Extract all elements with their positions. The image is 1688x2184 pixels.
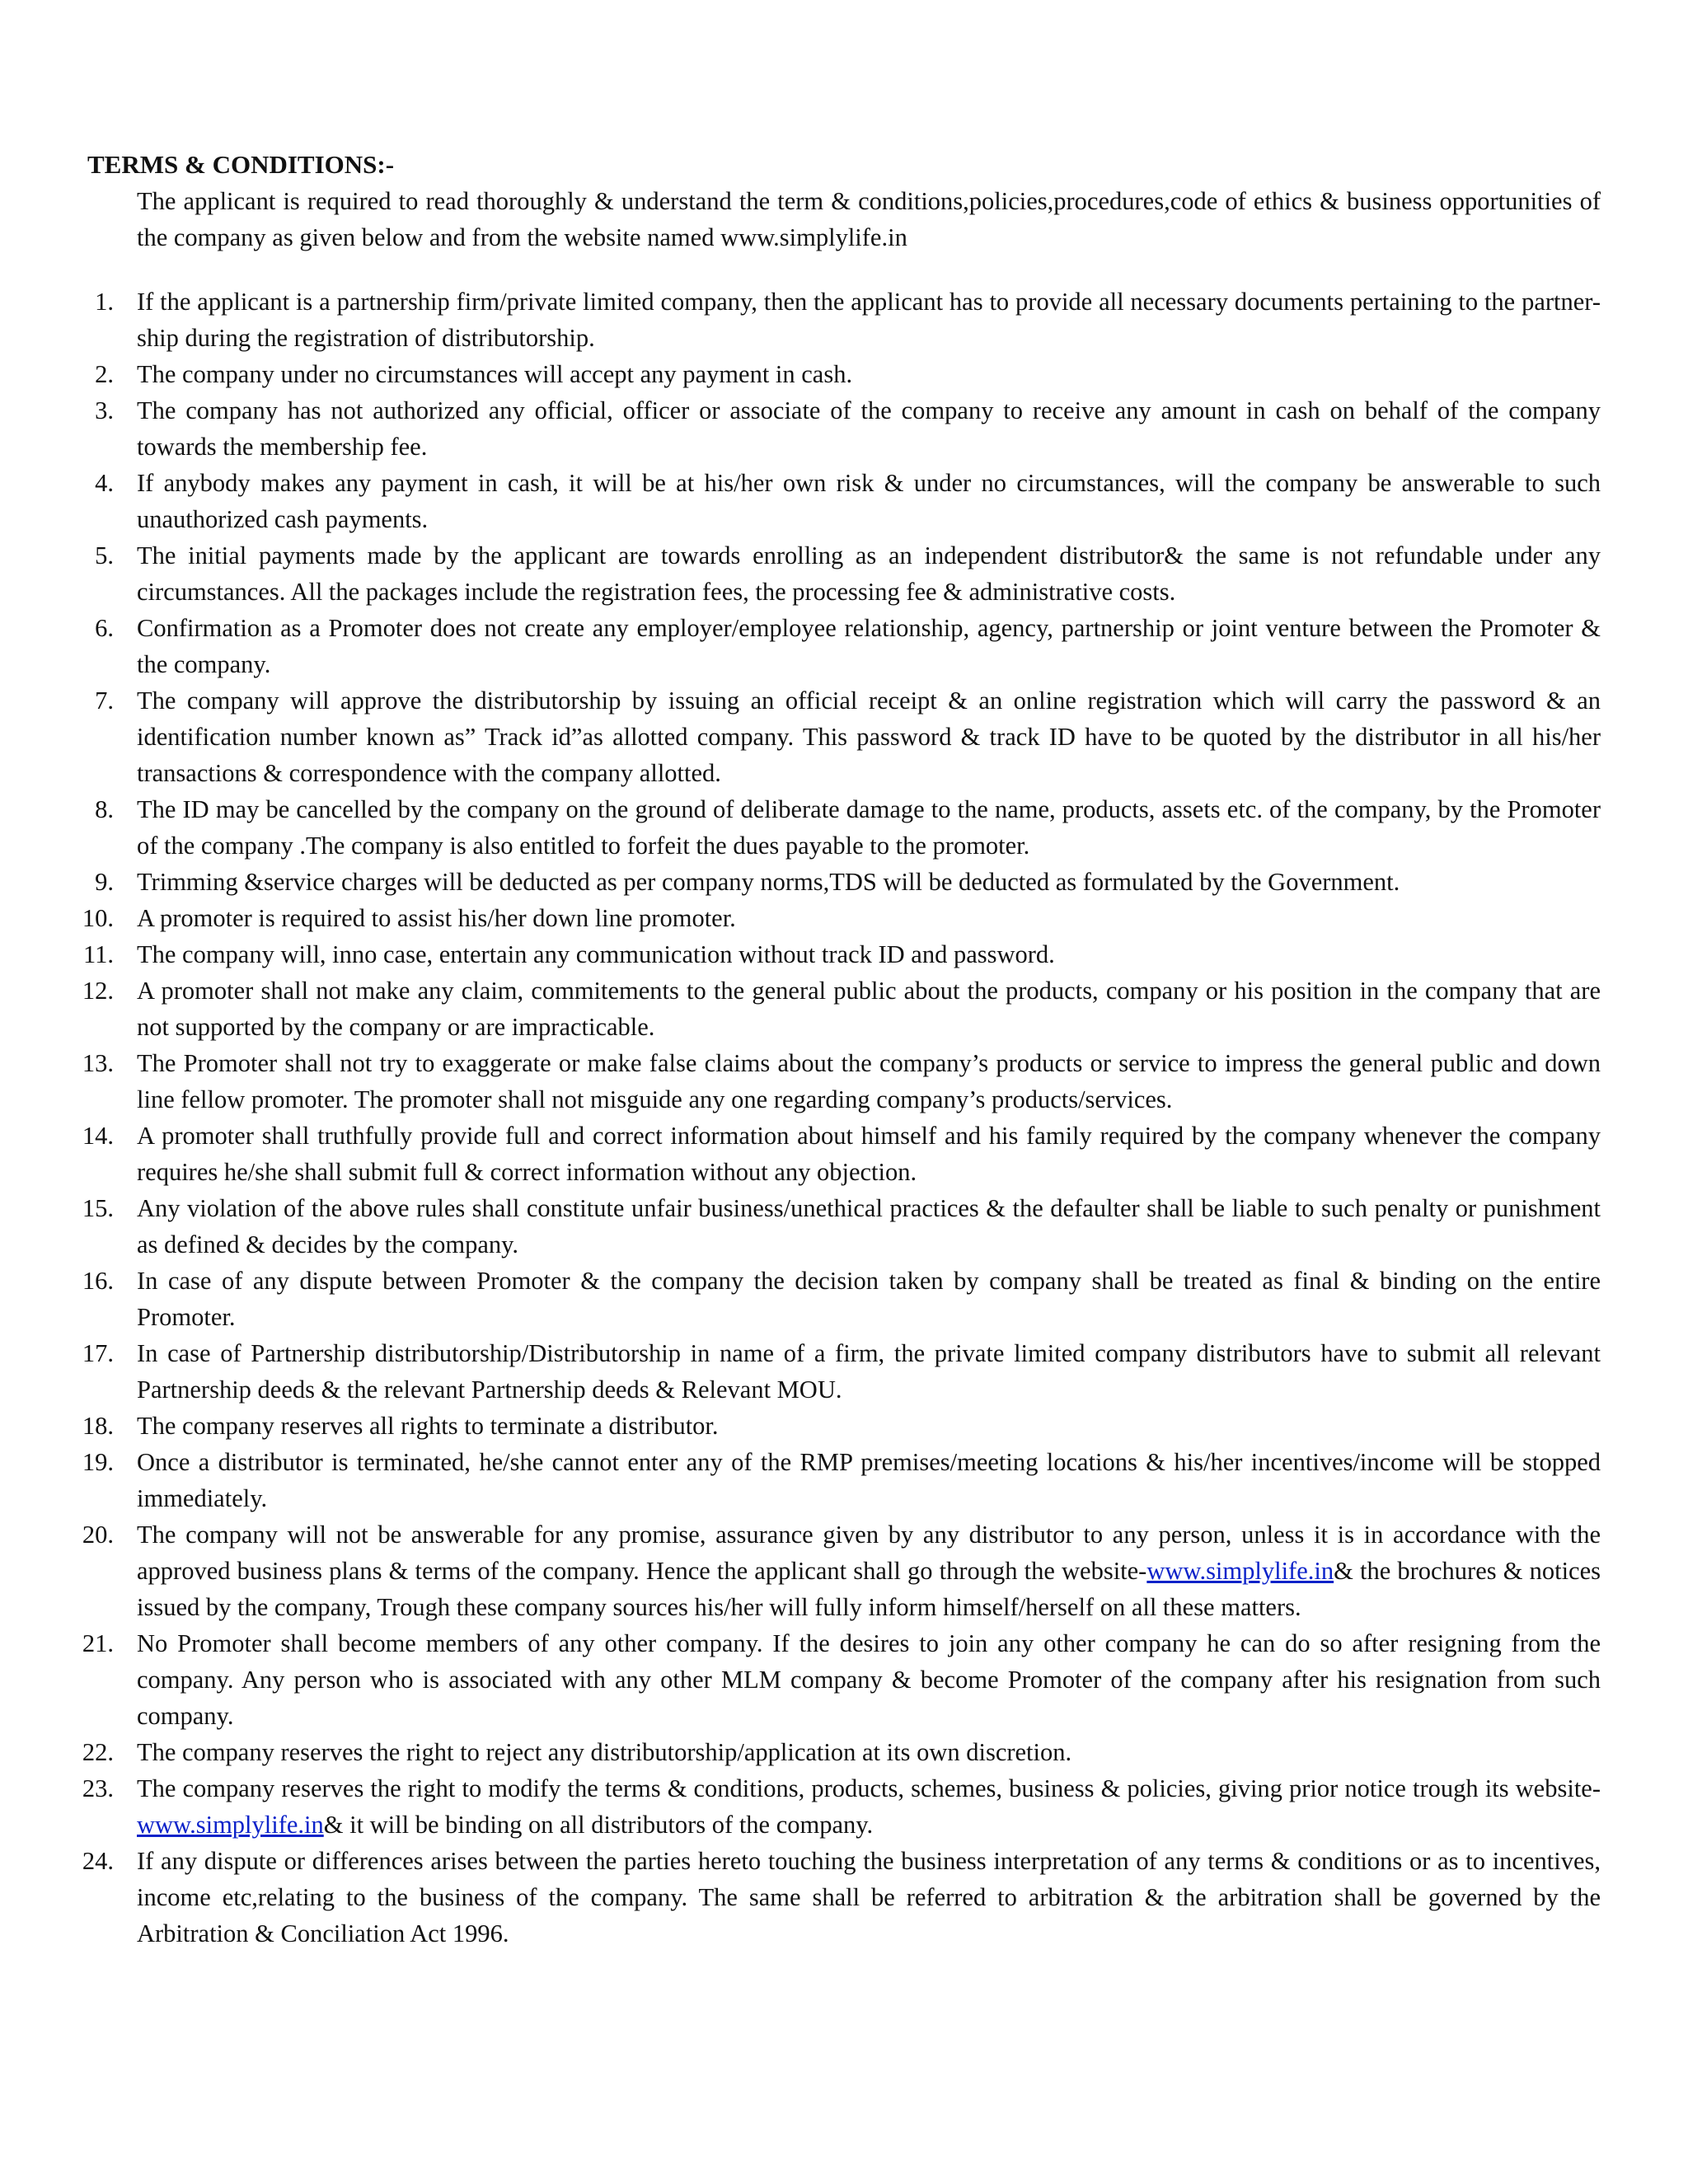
term-text-before-link: The company reserves the right to modify the terms & conditions, products, schemes, business & policies, giving prior notice trough its website- [137, 1774, 1601, 1802]
term-text: A promoter is required to assist his/her down line promoter. [137, 904, 736, 932]
term-text: Trimming &service charges will be deducted as per company norms,TDS will be deducted as formulated by the Government. [137, 868, 1400, 896]
term-text: In case of Partnership distributorship/Distributorship in name of a firm, the private limited company distributors have to submit all relevant Partnership deeds & the relevant Partnership deeds & Relevant MOU. [137, 1339, 1601, 1404]
term-text-after-link: & the brochures & notices issued by the company, Trough these company sources his/her will fully inform himself/herself on all these matters. [137, 1557, 1601, 1621]
term-number: 22. [82, 1738, 114, 1766]
term-number: 1. [95, 288, 114, 316]
term-text: If the applicant is a partnership firm/private limited company, then the applicant has to provide all necessary documents pertaining to the partner-ship during the registration of distributorship. [137, 288, 1601, 352]
term-item [95, 356, 1601, 392]
term-text: If any dispute or differences arises between the parties hereto touching the business interpretation of any terms & conditions or as to incentives, income etc,relating to the business of the company. The same shall be referred to arbitration & the arbitration shall be governed by the Arbitration & Conciliation Act 1996. [137, 1847, 1601, 1947]
term-item [95, 791, 1601, 864]
term-text: Confirmation as a Promoter does not create any employer/employee relationship, agency, partnership or joint venture between the Promoter & the company. [137, 614, 1601, 678]
website-link[interactable]: www.simplylife.in [137, 1811, 324, 1839]
term-item [82, 1770, 1601, 1843]
term-text: The company reserves all rights to terminate a distributor. [137, 1412, 719, 1440]
term-item [82, 1190, 1601, 1263]
term-number: 11. [83, 940, 114, 968]
term-item [82, 1335, 1601, 1408]
term-item [82, 1625, 1601, 1734]
term-text-before-link: The company will not be answerable for any promise, assurance given by any distributor to any person, unless it is in accordance with the approved business plans & terms of the company. Hence the applicant shall go through the website- [137, 1521, 1601, 1585]
term-item [82, 900, 1601, 936]
term-text: If anybody makes any payment in cash, it will be at his/her own risk & under no circumstances, will the company be answerable to such unauthorized cash payments. [137, 469, 1601, 533]
term-item [82, 972, 1601, 1045]
term-item [82, 1118, 1601, 1190]
terms-list [82, 284, 1601, 1952]
term-number: 14. [82, 1122, 114, 1150]
term-number: 16. [82, 1267, 114, 1295]
term-text: In case of any dispute between Promoter & the company the decision taken by company shall be treated as final & binding on the entire Promoter. [137, 1267, 1601, 1331]
term-text: The Promoter shall not try to exaggerate or make false claims about the company’s products or service to impress the general public and down line fellow promoter. The promoter shall not misguide any one regarding company’s products/services. [137, 1049, 1601, 1113]
term-item [95, 537, 1601, 610]
term-text: The company under no circumstances will accept any payment in cash. [137, 360, 853, 388]
term-text: A promoter shall not make any claim, commitements to the general public about the products, company or his position in the company that are not supported by the company or are impracticable. [137, 977, 1601, 1041]
website-link[interactable]: www.simplylife.in [1146, 1557, 1334, 1585]
term-number: 13. [82, 1049, 114, 1077]
term-text: The initial payments made by the applicant are towards enrolling as an independent distributor& the same is not refundable under any circumstances. All the packages include the registration fees, the processing fee & administrative costs. [137, 541, 1601, 606]
term-item [82, 1408, 1601, 1444]
term-item [95, 392, 1601, 465]
term-text: A promoter shall truthfully provide full and correct information about himself and his family required by the company whenever the company requires he/she shall submit full & correct information without any objection. [137, 1122, 1601, 1186]
term-number: 21. [82, 1629, 114, 1657]
term-number: 2. [95, 360, 114, 388]
term-item [82, 1734, 1601, 1770]
term-text: No Promoter shall become members of any other company. If the desires to join any other company he can do so after resigning from the company. Any person who is associated with any other MLM company & become Promoter of the company after his resignation from such company. [137, 1629, 1601, 1730]
term-number: 18. [82, 1412, 114, 1440]
term-text: The company reserves the right to reject any distributorship/application at its own discretion. [137, 1738, 1072, 1766]
term-text: The company will, inno case, entertain any communication without track ID and password. [137, 940, 1055, 968]
term-item [95, 610, 1601, 682]
term-number: 9. [95, 868, 114, 896]
term-number: 6. [95, 614, 114, 642]
term-text: The company has not authorized any official, officer or associate of the company to receive any amount in cash on behalf of the company towards the membership fee. [137, 396, 1601, 461]
term-number: 12. [82, 977, 114, 1005]
term-number: 10. [82, 904, 114, 932]
term-text: Any violation of the above rules shall constitute unfair business/unethical practices & the defaulter shall be liable to such penalty or punishment as defined & decides by the company. [137, 1194, 1601, 1258]
term-item [95, 864, 1601, 900]
term-number: 19. [82, 1448, 114, 1476]
term-number: 24. [82, 1847, 114, 1875]
term-text: The ID may be cancelled by the company on the ground of deliberate damage to the name, products, assets etc. of the company, by the Promoter of the company .The company is also entitled to forfeit the dues payable to the promoter. [137, 795, 1601, 860]
page-title: TERMS & CONDITIONS:- [87, 150, 395, 179]
term-number: 17. [82, 1339, 114, 1367]
term-number: 7. [95, 687, 114, 715]
term-text: Once a distributor is terminated, he/she cannot enter any of the RMP premises/meeting locations & his/her incentives/income will be stopped immediately. [137, 1448, 1601, 1512]
term-item [82, 1045, 1601, 1118]
term-item [95, 682, 1601, 791]
term-text: The company will approve the distributorship by issuing an official receipt & an online registration which will carry the password & an identification number known as” Track id”as allotted company. This password & track ID have to be quoted by the distributor in all his/her transactions & correspondence with the company allotted. [137, 687, 1601, 787]
term-item [82, 1516, 1601, 1625]
term-text-after-link: & it will be binding on all distributors of the company. [323, 1811, 874, 1839]
term-number: 23. [82, 1774, 114, 1802]
term-item [82, 1444, 1601, 1516]
term-number: 5. [95, 541, 114, 569]
term-number: 3. [95, 396, 114, 424]
term-number: 4. [95, 469, 114, 497]
term-number: 15. [82, 1194, 114, 1222]
term-number: 20. [82, 1521, 114, 1549]
term-item [83, 936, 1601, 972]
term-number: 8. [95, 795, 114, 823]
term-item [95, 284, 1601, 356]
term-item [95, 465, 1601, 537]
term-item [82, 1843, 1601, 1952]
intro-paragraph: The applicant is required to read thoroughly & understand the term & conditions,policies,procedures,code of ethics & business opportunities of the company as given below and from the website named www.simplylife.in [137, 187, 1601, 251]
term-item [82, 1263, 1601, 1335]
